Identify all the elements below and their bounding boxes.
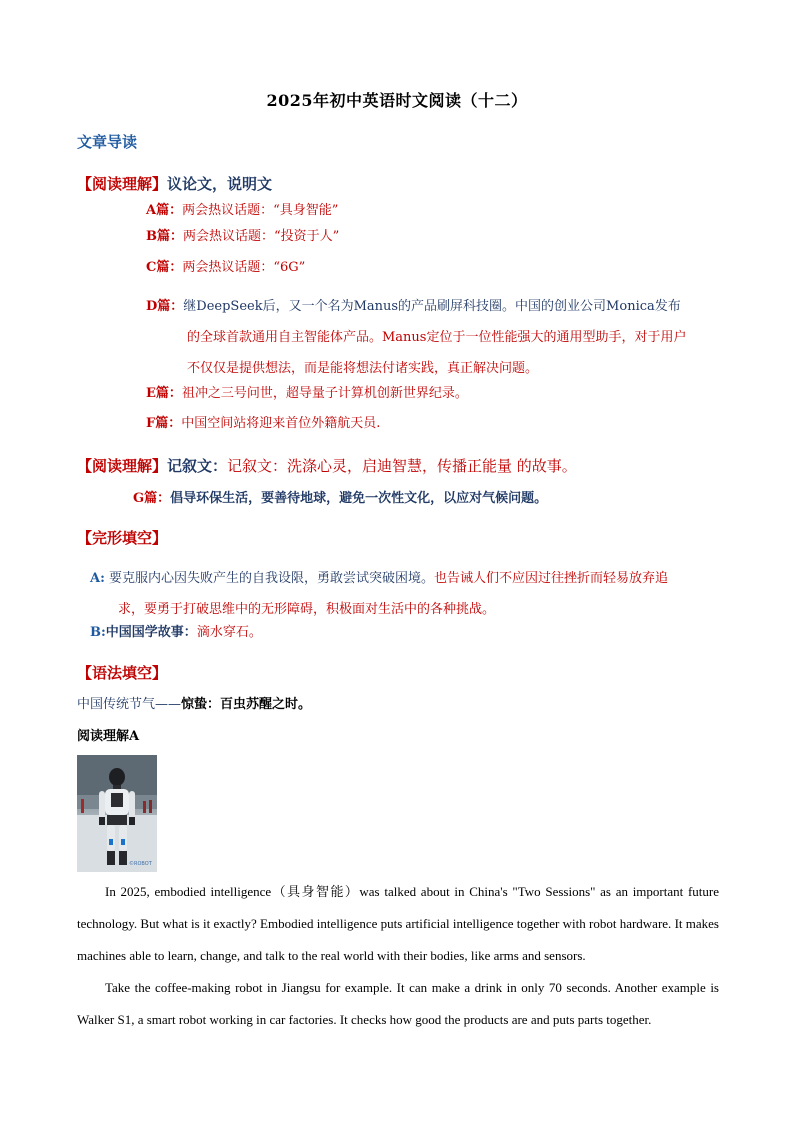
section-reading-1 — [77, 173, 272, 194]
item-b-label: B篇： — [146, 229, 183, 244]
cloze-a-blue: 要克服内心因失败产生的自我设限，勇敢尝试突破困境。 — [109, 571, 435, 586]
grammar-post: 惊蛰：百虫苏醒之时。 — [181, 697, 312, 712]
item-d-line2: 的全球首款通用自主智能体产品。Manus定位于一位性能强大的通用型助手，对于用户 — [187, 330, 687, 345]
cloze-b-blue: 中国国学故事： — [105, 625, 197, 640]
section-reading-2-desc: 记叙文：洗涤心灵，启迪智慧，传播正能量 的故事。 — [227, 457, 577, 475]
item-d-label: D篇： — [146, 299, 184, 314]
item-c-label: C篇： — [146, 260, 183, 275]
item-e-label: E篇： — [146, 386, 182, 401]
section-reading-2 — [77, 455, 577, 476]
item-e-text: 祖冲之三号问世，超导量子计算机创新世界纪录。 — [181, 386, 468, 401]
item-f-label: F篇： — [146, 416, 182, 431]
item-b — [146, 229, 339, 245]
item-e — [146, 386, 468, 402]
paragraph-2: Take the coffee-making robot in Jiangsu for example. It can make a drink in only 70 seconds. Another example is Walker S1, a smart robot working in car factories. It checks how good the products are and puts parts together. — [77, 980, 719, 1027]
cloze-a-label: A: — [90, 571, 105, 586]
item-f-text: 中国空间站将迎来首位外籍航天员. — [181, 416, 381, 431]
grammar-pre: 中国传统节气—— — [77, 697, 182, 712]
item-a — [146, 203, 338, 219]
page-title: 2025年初中英语时文阅读（十二） — [266, 91, 528, 110]
cloze-b-red: 滴水穿石。 — [196, 625, 262, 640]
section-reading-1-head: 【阅读理解】 — [77, 175, 168, 193]
section-reading-2-tail: 记叙文： — [167, 457, 228, 475]
robot-illustration — [77, 755, 157, 872]
section-reading-1-tail: 议论文，说明文 — [167, 175, 273, 193]
robot-photo — [77, 755, 157, 872]
item-g-label: G篇： — [133, 491, 171, 506]
section-reading-2-head: 【阅读理解】 — [77, 457, 168, 475]
item-d-line3: 不仅仅是提供想法，而是能将想法付诸实践，真正解决问题。 — [187, 361, 539, 376]
cloze-b-label: B: — [90, 625, 106, 640]
item-b-text: 两会热议话题：“投资于人” — [183, 229, 340, 244]
reading-a-heading: 阅读理解A — [77, 729, 140, 744]
section-cloze: 【完形填空】 — [77, 529, 168, 547]
item-c-text: 两会热议话题：“6G” — [182, 260, 306, 275]
section-guide: 文章导读 — [77, 133, 138, 151]
cloze-b — [90, 625, 262, 641]
item-f — [146, 416, 380, 432]
item-d-line1: 继DeepSeek后，又一个名为Manus的产品刷屏科技圈。中国的创业公司Monica发布 — [183, 299, 681, 314]
item-g-text: 倡导环保生活，要善待地球，避免一次性文化，以应对气候问题。 — [170, 491, 548, 506]
photo-caption: ©ROBOT — [129, 861, 152, 867]
cloze-a-line2: 求，要勇于打破思维中的无形障碍，积极面对生活中的各种挑战。 — [118, 602, 496, 617]
item-a-text: 两会热议话题：“具身智能” — [182, 203, 339, 218]
item-a-label: A篇： — [146, 203, 183, 218]
item-g — [133, 491, 547, 507]
cloze-a — [90, 563, 722, 625]
grammar-line — [77, 697, 311, 713]
item-c — [146, 260, 305, 276]
section-grammar: 【语法填空】 — [77, 664, 168, 682]
cloze-a-red: 也告诫人们不应因过往挫折而轻易放弃追 — [434, 571, 669, 586]
paragraph-1: In 2025, embodied intelligence（具身智能）was talked about in China's "Two Sessions" as an important future technology. But what is it exactly? Embodied intelligence puts artificial intelligence together with robot hardware. It makes machines able to learn, change, and talk to the real world with their bodies, like arms and sensors. — [77, 884, 719, 963]
item-d — [146, 291, 726, 384]
